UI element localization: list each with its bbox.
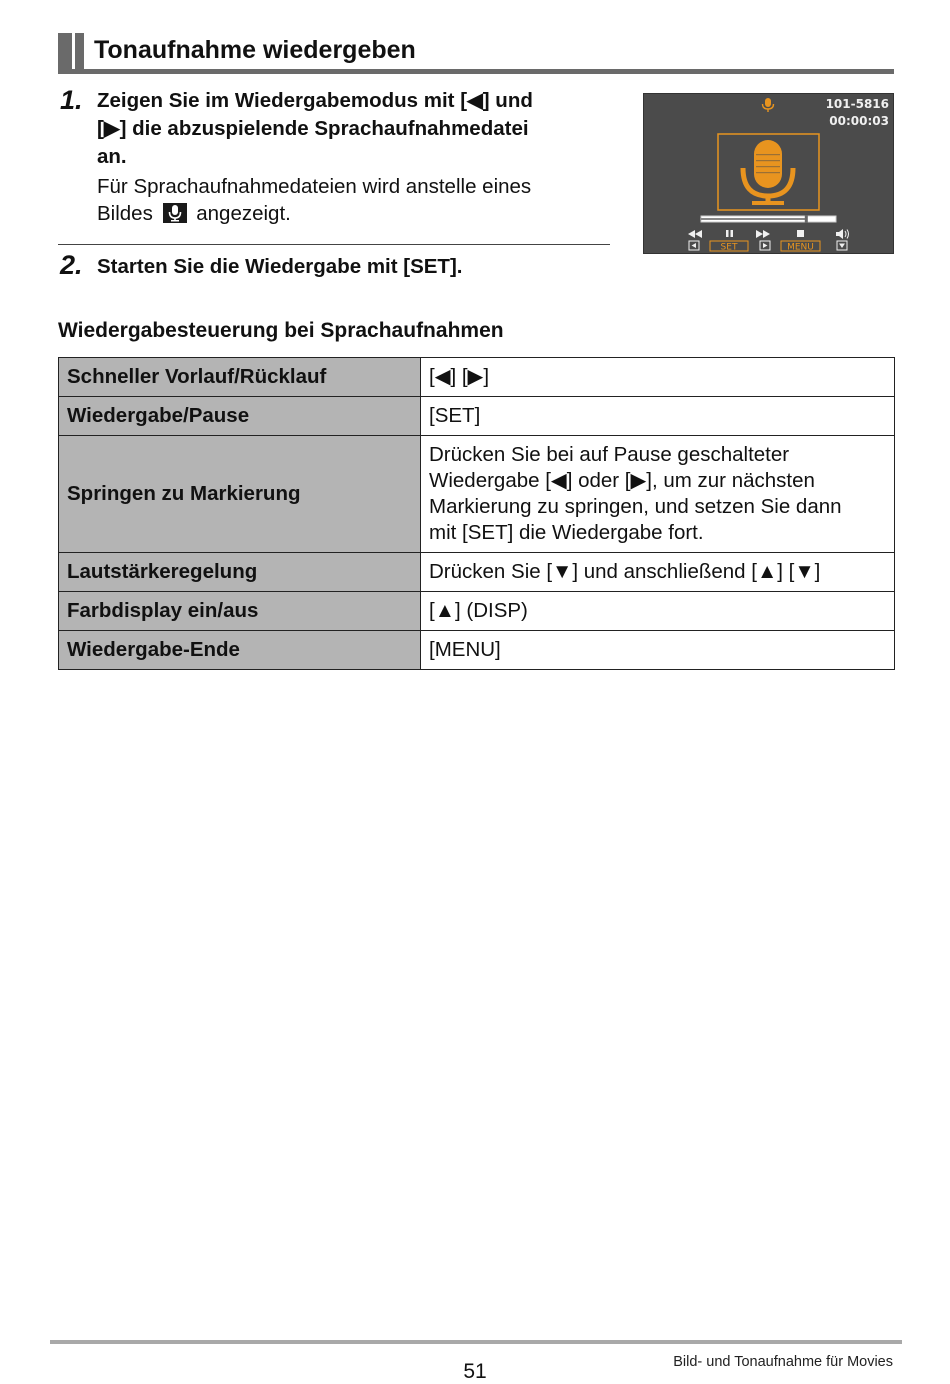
mic-indicator-icon [763,98,774,112]
table-value [421,436,895,553]
table-value-line: Drücken Sie [▼] und anschließend [▲] [▼] [429,560,821,583]
stop-icon [797,230,804,237]
step-2-number: 2. [60,250,83,280]
table-value [421,397,895,436]
heading-rule [58,69,894,74]
progress-fill [701,218,806,220]
table-key: Wiedergabe/Pause [59,397,421,436]
table-row [59,397,895,436]
step-2-instruction: Starten Sie die Wiedergabe mit [SET]. [97,255,463,278]
table-value-line: [▲] (DISP) [429,599,528,622]
table-heading: Wiedergabesteuerung bei Sprachaufnahmen [58,319,504,342]
step-1-note-before-icon: Bildes [97,202,153,225]
table-value [421,553,895,592]
playback-controls-table [58,357,895,670]
rewind-icon [688,230,702,238]
table-value-line: Markierung zu springen, und setzen Sie dann [429,495,842,518]
camera-playback-screen [643,93,894,254]
table-value-line: [MENU] [429,638,501,661]
step-1 [97,87,617,227]
table-row [59,436,895,553]
table-value-line: [◀] [▶] [429,365,490,388]
volume-icon [836,229,849,239]
footer-rule [50,1340,902,1344]
table-value-line: Wiedergabe [◀] oder [▶], um zur nächsten [429,469,815,492]
table-key: Farbdisplay ein/aus [59,592,421,631]
table-value-line: Drücken Sie bei auf Pause geschalteter [429,443,790,466]
key-hints [689,241,847,253]
step-1-instruction-line-2: [▶] die abzuspielende Sprachaufnahmedatei [97,117,529,140]
fast-forward-icon [756,230,770,238]
step-1-note-line-1: Für Sprachaufnahmedateien wird anstelle eines [97,175,532,198]
page-title: Tonaufnahme wiedergeben [94,36,416,64]
page-number: 51 [463,1360,487,1383]
file-number: 101-5816 [825,97,889,111]
step-1-instruction-line-3: an. [97,145,127,168]
pause-icon [726,230,733,237]
table-row [59,553,895,592]
table-key: Schneller Vorlauf/Rücklauf [59,358,421,397]
menu-key-label: MENU [787,242,814,253]
microphone-icon [163,203,187,223]
section-heading [58,33,894,73]
table-row [59,358,895,397]
playback-time: 00:00:03 [829,114,889,128]
footer-section-label: Bild- und Tonaufnahme für Movies [673,1354,893,1370]
control-icons [688,229,849,239]
table-key: Springen zu Markierung [59,436,421,553]
heading-marker-thin [75,33,84,69]
large-microphone-icon [743,140,793,205]
table-value [421,358,895,397]
progress-knob [805,215,808,223]
step-1-note-line-2 [97,200,617,227]
step-1-instruction-line-1: Zeigen Sie im Wiedergabemodus mit [◀] und [97,89,533,112]
table-key: Wiedergabe-Ende [59,631,421,670]
heading-marker [58,33,72,69]
table-value [421,631,895,670]
table-row [59,631,895,670]
step-1-note-after-icon: angezeigt. [196,202,291,225]
step-1-number: 1. [60,85,83,115]
table-key: Lautstärkeregelung [59,553,421,592]
table-value [421,592,895,631]
table-row [59,592,895,631]
table-value-line: [SET] [429,404,481,427]
step-divider [58,244,610,245]
table-value-line: mit [SET] die Wiedergabe fort. [429,521,704,544]
set-key-label: SET [720,242,738,253]
